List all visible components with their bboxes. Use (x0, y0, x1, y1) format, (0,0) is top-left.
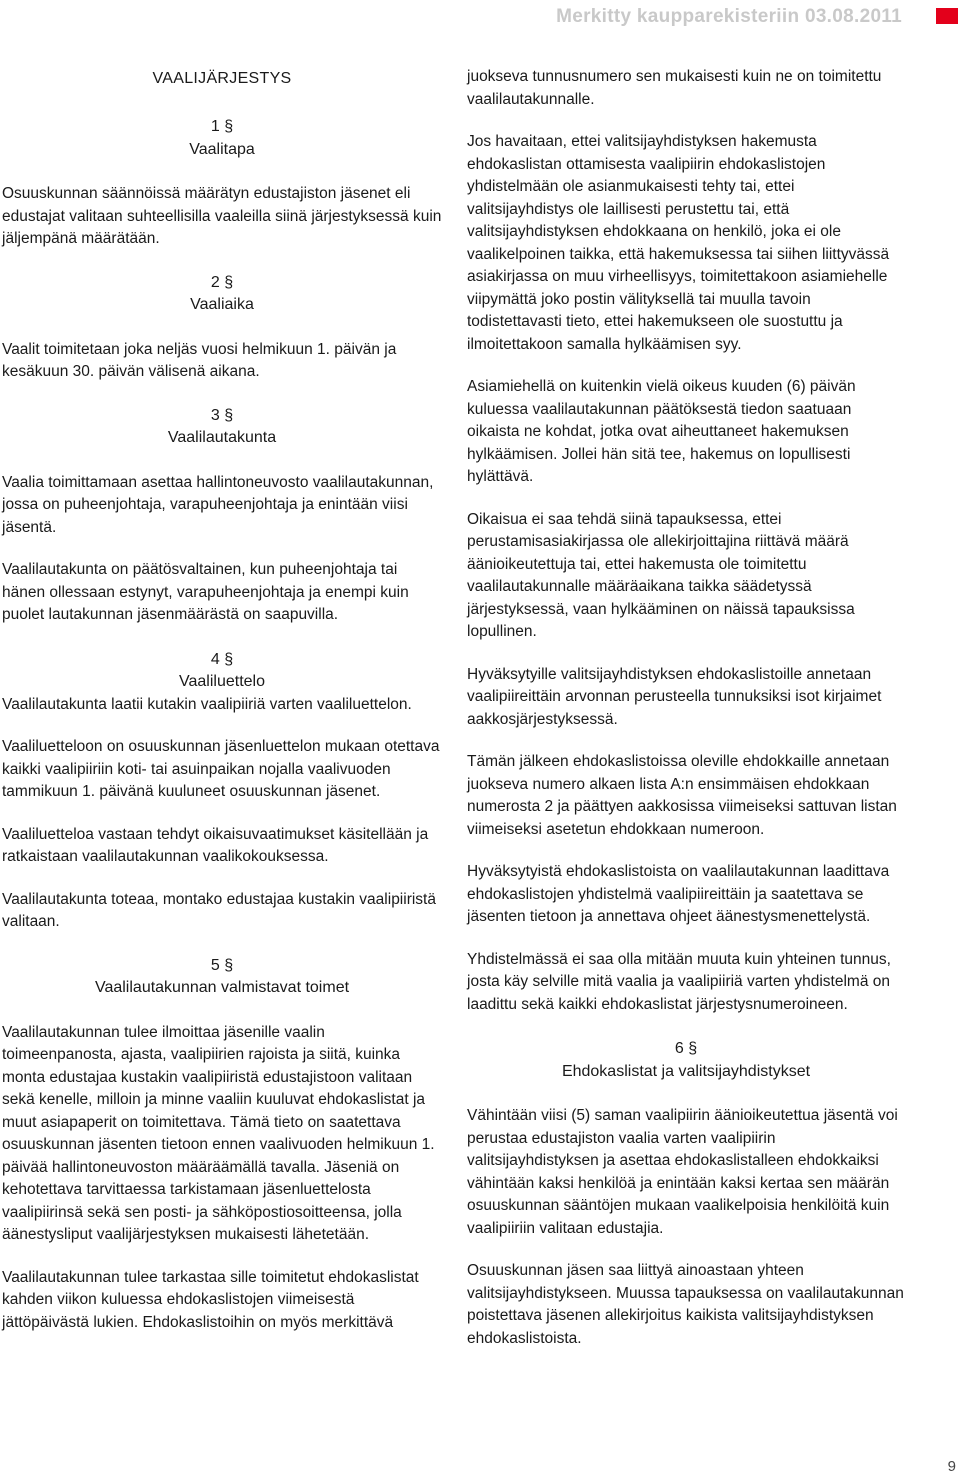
section-title: Vaalitapa (189, 140, 255, 158)
paragraph: Vaalia toimittamaan asettaa hallintoneuvosto vaalilautakunnan, jossa on puheenjohtaja, varapuheenjohtaja ja enintään viisi jäsentä. (2, 473, 434, 536)
paragraph: Vaalilautakunnan tulee ilmoittaa jäsenille vaalin toimeenpanosta, ajasta, vaalipiirien rajoista ja siitä, kuinka monta edustajaa kustakin vaalipiiristä edustajistoon valitaan sekä kenelle, milloin ja minne vaaliin kuuluvat ehdokaslistat ja muut asiapaperit on toimitettava. Tämä tieto on saatettava osuuskunnan jäsenten tietoon ennen vaalivuoden helmikuun 1. päivää hallintoneuvoston määräämällä tavalla. Jäseniä on kehotettava tarvittaessa tarkistamaan jäsenluettelosta vaalipiirinsä sekä sen posti- ja sähköpostiosoitteensa, jolla äänestysliput vaalijärjestyksen mukaisesti lähetetään. (2, 1023, 435, 1243)
paragraph: Jos havaitaan, ettei valitsijayhdistyksen hakemusta ehdokaslistan ottamisesta vaalipiirin ehdokaslistojen yhdistelmään ole asianmukaisesti tehty tai, ettei valitsijayhdistys ole laillisesti perustettu tai, että valitsijayhdistyksen ehdokkaana on henkilö, joka ei ole vaalikelpoinen taikka, että hakemuksessa tai siihen liittyvässä asiakirjassa on muu virheellisyys, toimitettakoon asiamiehelle viipymättä joko postin välityksellä tai muulla tavoin todistettavasti tieto, ettei hakemukseen ole suostuttu ja ilmoitettakoon samalla hylkäämisen syy. (467, 133, 890, 353)
paragraph: Vaaliluetteloon on osuuskunnan jäsenluettelon mukaan otettava kaikki vaalipiiriin koti- tai asuinpaikan nojalla vaalivuoden tammikuun 1. päivänä kuuluneet osuuskunnan jäsenet. (2, 738, 440, 800)
paragraph: Vaalilautakunta laatii kutakin vaalipiiriä varten vaaliluettelon. (2, 695, 412, 713)
section-3-heading (2, 405, 442, 450)
right-column (467, 66, 905, 1370)
paragraph: Vähintään viisi (5) saman vaalipiirin äänioikeutettua jäsentä voi perustaa edustajiston vaalia varten vaalipiirin valitsijayhdistyksen ja asettaa ehdokaslistalleen ehdokkaiksi vähintään kaksi henkilöä ja enintään kaksi kertaa sen määrän osuuskunnan sääntöjen mukaan vaalikelpoisia henkilöitä kuin vaalipiiriin valitaan edustajia. (467, 1107, 898, 1237)
section-title: Vaaliluettelo (179, 673, 265, 690)
red-marker (936, 8, 958, 24)
paragraph: Tämän jälkeen ehdokaslistoissa oleville ehdokkaille annetaan juokseva numero alkaen lista A:n ensimmäisen ehdokkaan numerosta 2 ja päättyen aakkosissa viimeiseksi sattuvan listan viimeiseksi asetetun ehdokkaan numeroon. (467, 753, 897, 838)
paragraph: Vaalilautakunta toteaa, montako edustajaa kustakin vaalipiiristä valitaan. (2, 890, 436, 930)
section-6-heading (467, 1038, 905, 1083)
paragraph: Vaalit toimitetaan joka neljäs vuosi helmikuun 1. päivän ja kesäkuun 30. päivän välisenä aikana. (2, 340, 397, 380)
registry-stamp: Merkitty kaupparekisteriin 03.08.2011 (556, 6, 902, 27)
paragraph: Yhdistelmässä ei saa olla mitään muuta kuin yhteinen tunnus, josta käy selville mitä vaalia ja vaalipiiriä varten yhdistelmä on laadittu sekä kaikki ehdokaslistat järjestysnumeroineen. (467, 950, 891, 1013)
paragraph: Asiamiehellä on kuitenkin vielä oikeus kuuden (6) päivän kuluessa vaalilautakunnan päätöksestä tiedon saatuaan oikaista ne kohdat, jotka ovat aiheuttaneet hakemuksen hylkäämisen. Jollei hän sitä tee, hakemus on lopullisesti hylättävä. (467, 378, 856, 485)
paragraph: Vaalilautakunnan tulee tarkastaa sille toimitetut ehdokaslistat kahden viikon kuluessa ehdokaslistojen viimeisestä jättöpäivästä lukien. Ehdokaslistoihin on myös merkittävä (2, 1268, 419, 1331)
section-title: Vaalilautakunnan valmistavat toimet (94, 979, 350, 996)
section-number: 1 § (210, 118, 234, 135)
document-title: VAALIJÄRJESTYS (152, 70, 292, 87)
paragraph: Osuuskunnan säännöissä määrätyn edustajiston jäsenet eli edustajat valitaan suhteellisilla vaaleilla siinä järjestyksessä kuin jäljempänä määrätään. (2, 185, 442, 247)
section-number: 6 § (674, 1040, 698, 1057)
section-1-heading (2, 116, 442, 161)
paragraph: Oikaisua ei saa tehdä siinä tapauksessa, ettei perustamisasiakirjassa ole allekirjoittajina riittävä määrä äänioikeutettuja tai, ettei hakemusta ole toimitettu vaalilautakunnalle määräaikana taikka säädetyssä järjestyksessä, vaan hylkääminen on näissä tapauksissa lopullinen. (467, 510, 855, 640)
section-number: 5 § (210, 956, 234, 974)
left-column (2, 66, 442, 1354)
section-4-heading (2, 649, 442, 694)
section-number: 3 § (210, 406, 234, 424)
section-2-heading (2, 272, 442, 317)
paragraph: Hyväksytyille valitsijayhdistyksen ehdokaslistoille annetaan vaalipiireittäin arvonnan perusteella tunnuksiksi isot kirjaimet aakkosjärjestyksessä. (467, 665, 882, 728)
paragraph: Vaaliluetteloa vastaan tehdyt oikaisuvaatimukset käsitellään ja ratkaistaan vaalilautakunnan vaalikokouksessa. (2, 825, 429, 865)
paragraph: Hyväksytyistä ehdokaslistoista on vaalilautakunnan laadittava ehdokaslistojen yhdistelmä vaalipiireittäin ja saatettava se jäsenten tietoon ja annettava ohjeet äänestysmenettelystä. (467, 863, 890, 925)
section-number: 4 § (210, 650, 234, 668)
section-title: Vaaliaika (190, 296, 254, 313)
section-5-heading (2, 955, 442, 1000)
paragraph: Vaalilautakunta on päätösvaltainen, kun puheenjohtaja tai hänen ollessaan estynyt, varapuheenjohtaja ja enempi kuin puolet lautakunnan jäsenmäärästä on saapuvilla. (2, 561, 409, 623)
paragraph: Osuuskunnan jäsen saa liittyä ainoastaan yhteen valitsijayhdistykseen. Muussa tapauksessa on vaalilautakunnan poistettava jäsenen allekirjoitus kaikista valitsijayhdistyksen ehdokaslistoista. (467, 1262, 904, 1347)
page-number: 9 (947, 1458, 956, 1475)
section-title: Vaalilautakunta (167, 429, 277, 446)
section-number: 2 § (210, 273, 234, 291)
section-title: Ehdokaslistat ja valitsijayhdistykset (561, 1062, 811, 1080)
paragraph: juokseva tunnusnumero sen mukaisesti kuin ne on toimitettu vaalilautakunnalle. (467, 68, 882, 108)
